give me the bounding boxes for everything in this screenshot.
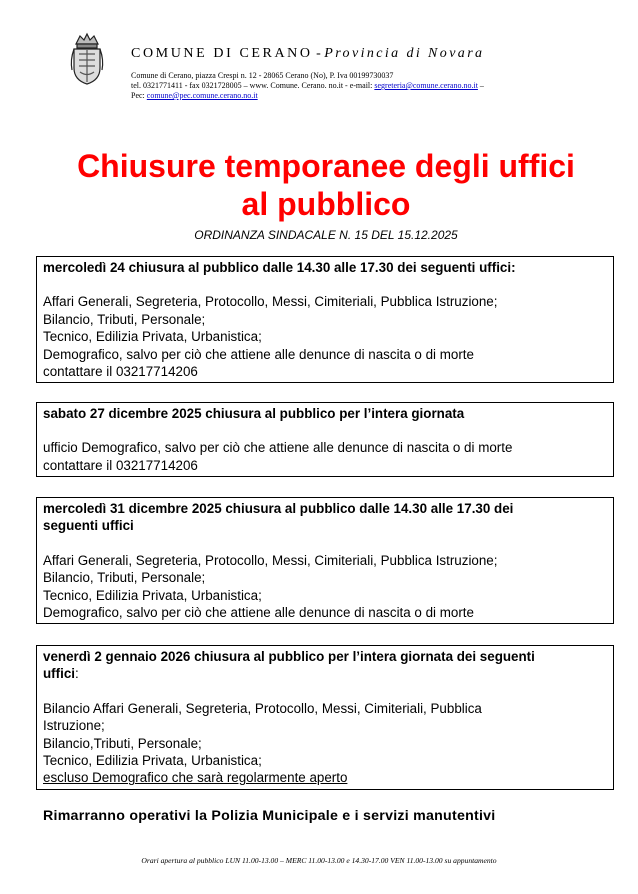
office-line: Demografico, salvo per ciò che attiene alle denunce di nascita o di morte xyxy=(43,346,474,362)
office-line: Tecnico, Edilizia Privata, Urbanistica; xyxy=(43,329,262,345)
office-line: Bilancio, Tributi, Personale; xyxy=(43,311,206,327)
pec-email-link[interactable]: comune@pec.comune.cerano.no.it xyxy=(146,91,258,100)
office-line: Bilancio,Tributi, Personale; xyxy=(43,735,202,751)
title-line-2: al pubblico xyxy=(241,186,411,222)
closure-box-dec-27 xyxy=(36,402,614,477)
closure-heading-cont xyxy=(43,665,607,682)
title-line-1: Chiusure temporanee degli uffici xyxy=(77,148,575,184)
contact-pec-line xyxy=(131,91,551,101)
office-line-exception: escluso Demografico che sarà regolarmente aperto xyxy=(43,770,348,786)
closure-box-dec-31 xyxy=(36,497,614,624)
contact-phone-text: tel. 0321771411 - fax 0321728005 – www. Comune. Cerano. no.it - e-mail: xyxy=(131,81,375,90)
email-link[interactable]: segreteria@comune.cerano.no.it xyxy=(374,81,478,90)
contact-phone-line xyxy=(131,81,551,91)
operational-services-note: Rimarranno operativi la Polizia Municipale e i servizi manutentivi xyxy=(43,808,496,824)
province-name: Provincia di Novara xyxy=(324,46,485,61)
office-line: Affari Generali, Segreteria, Protocollo, Messi, Cimiteriali, Pubblica Istruzione; xyxy=(43,552,498,568)
contact-info xyxy=(131,71,551,101)
contact-dash: – xyxy=(477,81,484,90)
closure-heading: sabato 27 dicembre 2025 chiusura al pubblico per l’intera giornata xyxy=(43,406,465,421)
closure-heading-colon: : xyxy=(75,666,79,682)
closure-box-jan-2 xyxy=(36,645,614,790)
closure-heading: mercoledì 31 dicembre 2025 chiusura al pubblico dalle 14.30 alle 17.30 dei xyxy=(43,501,514,516)
closure-heading: mercoledì 24 chiusura al pubblico dalle 14.30 alle 17.30 dei seguenti uffici: xyxy=(43,260,516,275)
org-name-separator: - xyxy=(312,46,325,61)
office-line: Istruzione; xyxy=(43,718,105,734)
closure-heading-word: uffici xyxy=(43,666,75,682)
office-line: contattare il 03217714206 xyxy=(43,364,198,380)
contact-address: Comune di Cerano, piazza Crespi n. 12 - 28065 Cerano (No), P. Iva 00199730037 xyxy=(131,71,394,80)
closure-heading-cont: seguenti uffici xyxy=(43,518,134,534)
closure-heading: venerdì 2 gennaio 2026 chiusura al pubblico per l’intera giornata dei seguenti xyxy=(43,649,535,664)
office-line: Bilancio Affari Generali, Segreteria, Protocollo, Messi, Cimiteriali, Pubblica xyxy=(43,700,482,716)
office-line: Bilancio, Tributi, Personale; xyxy=(43,570,206,586)
office-line: contattare il 03217714206 xyxy=(43,457,198,473)
office-line: ufficio Demografico, salvo per ciò che attiene alle denunce di nascita o di morte xyxy=(43,440,513,456)
org-name-text: COMUNE DI CERANO xyxy=(131,46,313,61)
office-line: Demografico, salvo per ciò che attiene alle denunce di nascita o di morte xyxy=(43,605,474,621)
closure-box-dec-24 xyxy=(36,256,614,383)
municipality-name xyxy=(131,46,484,62)
page-title xyxy=(40,147,612,223)
office-line: Affari Generali, Segreteria, Protocollo, Messi, Cimiteriali, Pubblica Istruzione; xyxy=(43,294,498,310)
opening-hours: Orari apertura al pubblico LUN 11.00-13.00 – MERC 11.00-13.00 e 14.30-17.00 VEN 11.00-13.00 su appuntamento xyxy=(141,856,497,865)
pec-label: Pec: xyxy=(131,91,147,100)
office-line: Tecnico, Edilizia Privata, Urbanistica; xyxy=(43,753,262,769)
ordinance-reference: ORDINANZA SINDACALE N. 15 DEL 15.12.2025 xyxy=(194,228,458,242)
municipal-coat-of-arms-icon xyxy=(68,30,106,86)
office-line: Tecnico, Edilizia Privata, Urbanistica; xyxy=(43,587,262,603)
